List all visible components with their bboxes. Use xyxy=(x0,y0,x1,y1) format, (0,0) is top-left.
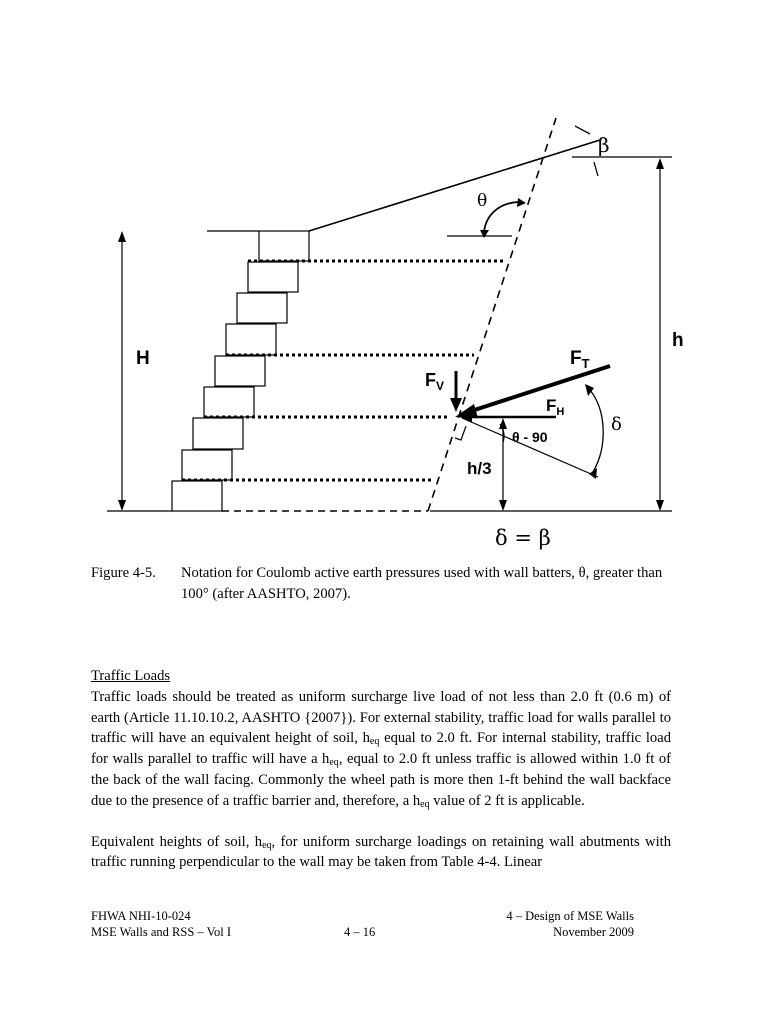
delta-arrowhead xyxy=(589,468,597,479)
wall-block xyxy=(226,324,276,355)
wall-block xyxy=(259,231,309,261)
section-heading: Traffic Loads xyxy=(91,668,171,684)
footer-volume: MSE Walls and RSS – Vol I xyxy=(91,925,231,939)
footer-left xyxy=(91,908,231,940)
wall-block xyxy=(215,356,265,386)
wall-block xyxy=(193,418,243,449)
beta-label: β xyxy=(598,133,610,157)
theta-arrowhead xyxy=(517,198,526,207)
h-arrow-bottom xyxy=(656,500,664,511)
theta-label: θ xyxy=(477,191,488,211)
FV-arrowhead xyxy=(450,398,462,412)
failure-plane-line xyxy=(428,118,556,511)
h-label: h xyxy=(672,330,684,351)
paragraph-1: Traffic loads should be treated as uniform surcharge live load of not less than 2.0 ft (0.6 m) of earth (Article 11.10.10.2, AASHTO {2007}). For external stability, traffic load for walls parallel to traffic will have an equivalent height of soil, $h_{eq}$ equal to 2.0 ft. For internal stability, traffic load for walls parallel to traffic will have a $h_{eq}$, equal to 2.0 ft unless traffic is allowed within 1.0 ft of the back of the wall facing. Commonly the wheel path is more then 1-ft behind the wall backface due to the presence of a traffic barrier and, therefore, a $h_{eq}$ value of 2 ft is applicable. xyxy=(91,688,671,810)
wall-block xyxy=(237,293,287,323)
footer-date: November 2009 xyxy=(553,925,634,939)
wall-block xyxy=(248,262,298,292)
H-label: H xyxy=(136,348,150,369)
delta-label: δ xyxy=(611,414,622,435)
wall-blocks xyxy=(172,231,309,511)
right-angle-mark xyxy=(455,426,466,440)
theta-arrowhead xyxy=(480,230,489,238)
theta-arc xyxy=(484,202,518,232)
footer-chapter: 4 – Design of MSE Walls xyxy=(506,909,634,923)
wall-block xyxy=(182,450,232,480)
wall-block xyxy=(172,481,222,511)
paragraph-2: Equivalent heights of soil, $h_{eq}$, for uniform surcharge loadings on retaining wall abutments with traffic running perpendicular to the wall may be taken from Table 4-4. Linear xyxy=(91,833,671,871)
FT-label: $F_T$ xyxy=(570,348,590,371)
h3-arrow-top xyxy=(499,418,507,429)
h3-label: h/3 xyxy=(467,459,492,478)
traffic-loads-section xyxy=(91,666,671,873)
page-number: 4 – 16 xyxy=(344,925,376,939)
H-arrow-bottom xyxy=(118,500,126,511)
h-arrow-top xyxy=(656,158,664,169)
delta-equals-beta-label: δ = β xyxy=(495,526,551,550)
theta90-label: θ - 90 xyxy=(512,429,548,445)
footer-right xyxy=(500,908,634,940)
H-arrow-top xyxy=(118,231,126,242)
beta-arrow-upper xyxy=(575,126,590,134)
wall-block xyxy=(204,387,254,417)
footer-publication: FHWA NHI-10-024 xyxy=(91,909,191,923)
delta-arc xyxy=(590,390,603,472)
h3-arrow-bottom xyxy=(499,500,507,511)
caption-text: Notation for Coulomb active earth pressures used with wall batters, θ, greater than 100° (after AASHTO, 2007). xyxy=(181,565,663,602)
beta-arrow-lower xyxy=(594,162,598,176)
FV-label: $F_V$ xyxy=(425,370,445,393)
figure-number: Figure 4-5. xyxy=(91,565,156,581)
FH-label: $F_H$ xyxy=(546,396,565,418)
backslope-line xyxy=(309,140,600,231)
